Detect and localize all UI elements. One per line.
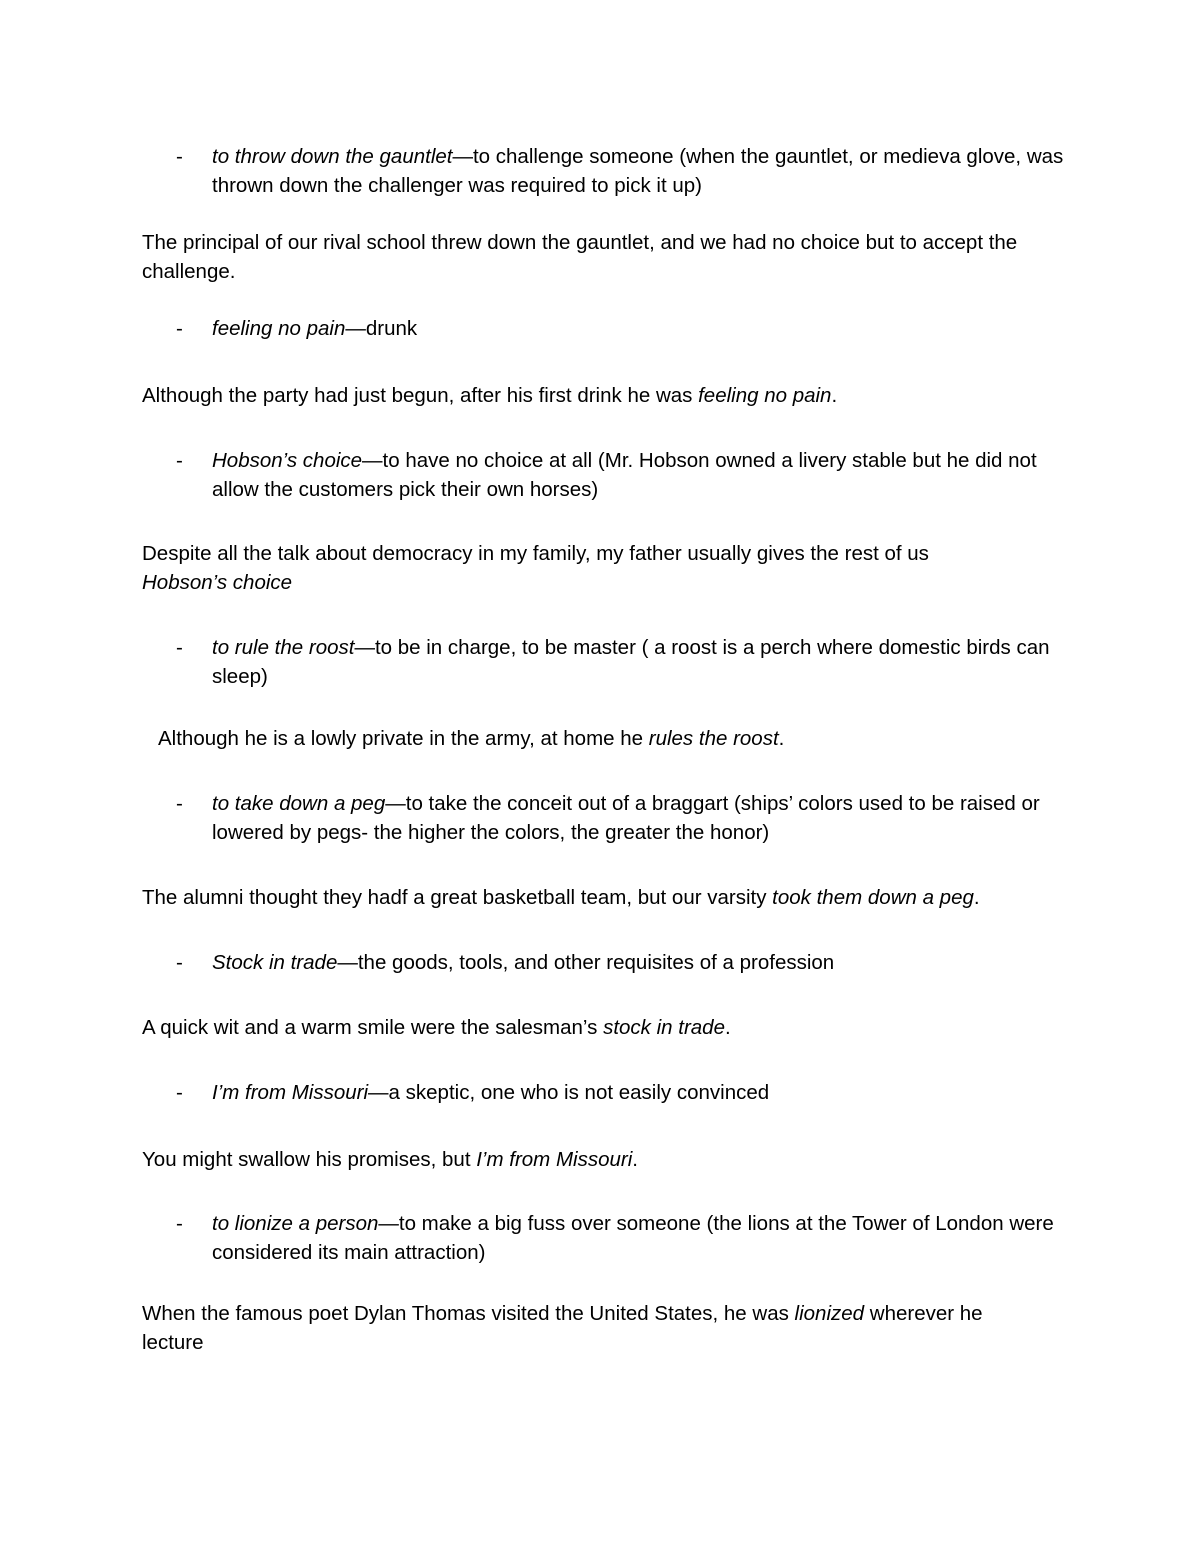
idiom-definition: —to challenge someone (when the gauntlet, or medieva glove, was thrown down the challenger was required to pick it up) xyxy=(212,145,1064,197)
example-text: A quick wit and a warm smile were the salesman’s xyxy=(142,1016,604,1039)
idiom-definition-line xyxy=(212,789,1076,847)
example-sentence xyxy=(142,1013,1082,1042)
example-sentence xyxy=(142,1299,1042,1357)
example-text: When the famous poet Dylan Thomas visited the United States, he was xyxy=(142,1302,795,1325)
bullet-dash: - xyxy=(176,951,183,974)
bullet-dash: - xyxy=(176,449,183,472)
idiom-definition-line xyxy=(212,1078,1076,1107)
idiom-definition: —to be in charge, to be master ( a roost is a perch where domestic birds can sleep) xyxy=(212,636,1050,688)
example-text: Although he is a lowly private in the army, at home he xyxy=(158,727,649,750)
idiom-term: I’m from Missouri xyxy=(212,1081,369,1104)
idiom-definition: —drunk xyxy=(345,317,418,340)
idiom-entry xyxy=(176,446,1076,504)
example-text-end: . xyxy=(973,886,980,909)
idiom-definition: —to make a big fuss over someone (the lions at the Tower of London were considered its main attraction) xyxy=(212,1212,1054,1264)
example-text-end: wherever he lecture xyxy=(142,1302,983,1354)
idiom-entry xyxy=(176,314,1076,343)
example-sentence xyxy=(158,724,1098,753)
idiom-entry xyxy=(176,1209,1076,1267)
idiom-term: feeling no pain xyxy=(212,317,346,340)
example-sentence xyxy=(142,228,1082,286)
idiom-entry xyxy=(176,948,1076,977)
idiom-definition-line xyxy=(212,142,1076,200)
example-emphasis: stock in trade xyxy=(603,1016,725,1039)
idiom-term: to throw down the gauntlet xyxy=(212,145,453,168)
bullet-dash: - xyxy=(176,317,183,340)
idiom-entry xyxy=(176,142,1076,200)
example-emphasis: rules the roost xyxy=(648,727,779,750)
idiom-entry xyxy=(176,1078,1076,1107)
idiom-definition: —to take the conceit out of a braggart (ships’ colors used to be raised or lowered by pegs- the higher the colors, the greater the honor) xyxy=(212,792,1040,844)
example-emphasis: lionized xyxy=(794,1302,865,1325)
example-text-end: . xyxy=(778,727,785,750)
bullet-dash: - xyxy=(176,145,183,168)
idiom-definition-line xyxy=(212,446,1076,504)
idiom-definition: —to have no choice at all (Mr. Hobson owned a livery stable but he did not allow the customers pick their own horses) xyxy=(212,449,1037,501)
idiom-term: Stock in trade xyxy=(212,951,338,974)
example-text: The alumni thought they hadf a great basketball team, but our varsity xyxy=(142,886,773,909)
example-sentence xyxy=(142,1145,1082,1174)
example-emphasis: took them down a peg xyxy=(772,886,974,909)
example-emphasis: feeling no pain xyxy=(698,384,832,407)
example-emphasis: I’m from Missouri xyxy=(476,1148,633,1171)
bullet-dash: - xyxy=(176,792,183,815)
example-emphasis: Hobson’s choice xyxy=(142,571,293,594)
idiom-definition: —a skeptic, one who is not easily convinced xyxy=(368,1081,770,1104)
idiom-definition: —the goods, tools, and other requisites of a profession xyxy=(337,951,835,974)
example-text-end: . xyxy=(831,384,838,407)
example-text: The principal of our rival school threw down the gauntlet, and we had no choice but to accept the challenge. xyxy=(142,231,1018,283)
example-text-end: . xyxy=(724,1016,731,1039)
idiom-term: to rule the roost xyxy=(212,636,355,659)
idiom-definition-line xyxy=(212,948,1076,977)
example-sentence xyxy=(142,883,1082,912)
bullet-dash: - xyxy=(176,1081,183,1104)
idiom-entry xyxy=(176,633,1076,691)
idiom-term: to lionize a person xyxy=(212,1212,379,1235)
example-sentence xyxy=(142,381,1082,410)
idiom-term: to take down a peg xyxy=(212,792,386,815)
bullet-dash: - xyxy=(176,636,183,659)
idiom-term: Hobson’s choice xyxy=(212,449,363,472)
example-text: You might swallow his promises, but xyxy=(142,1148,477,1171)
idiom-definition-line xyxy=(212,1209,1076,1267)
example-text: Although the party had just begun, after his first drink he was xyxy=(142,384,699,407)
bullet-dash: - xyxy=(176,1212,183,1235)
idiom-entry xyxy=(176,789,1076,847)
idiom-definition-line xyxy=(212,633,1076,691)
example-sentence xyxy=(142,539,992,597)
idiom-definition-line xyxy=(212,314,1076,343)
example-text-end: . xyxy=(632,1148,638,1171)
example-text: Despite all the talk about democracy in my family, my father usually gives the rest of us xyxy=(142,542,929,565)
